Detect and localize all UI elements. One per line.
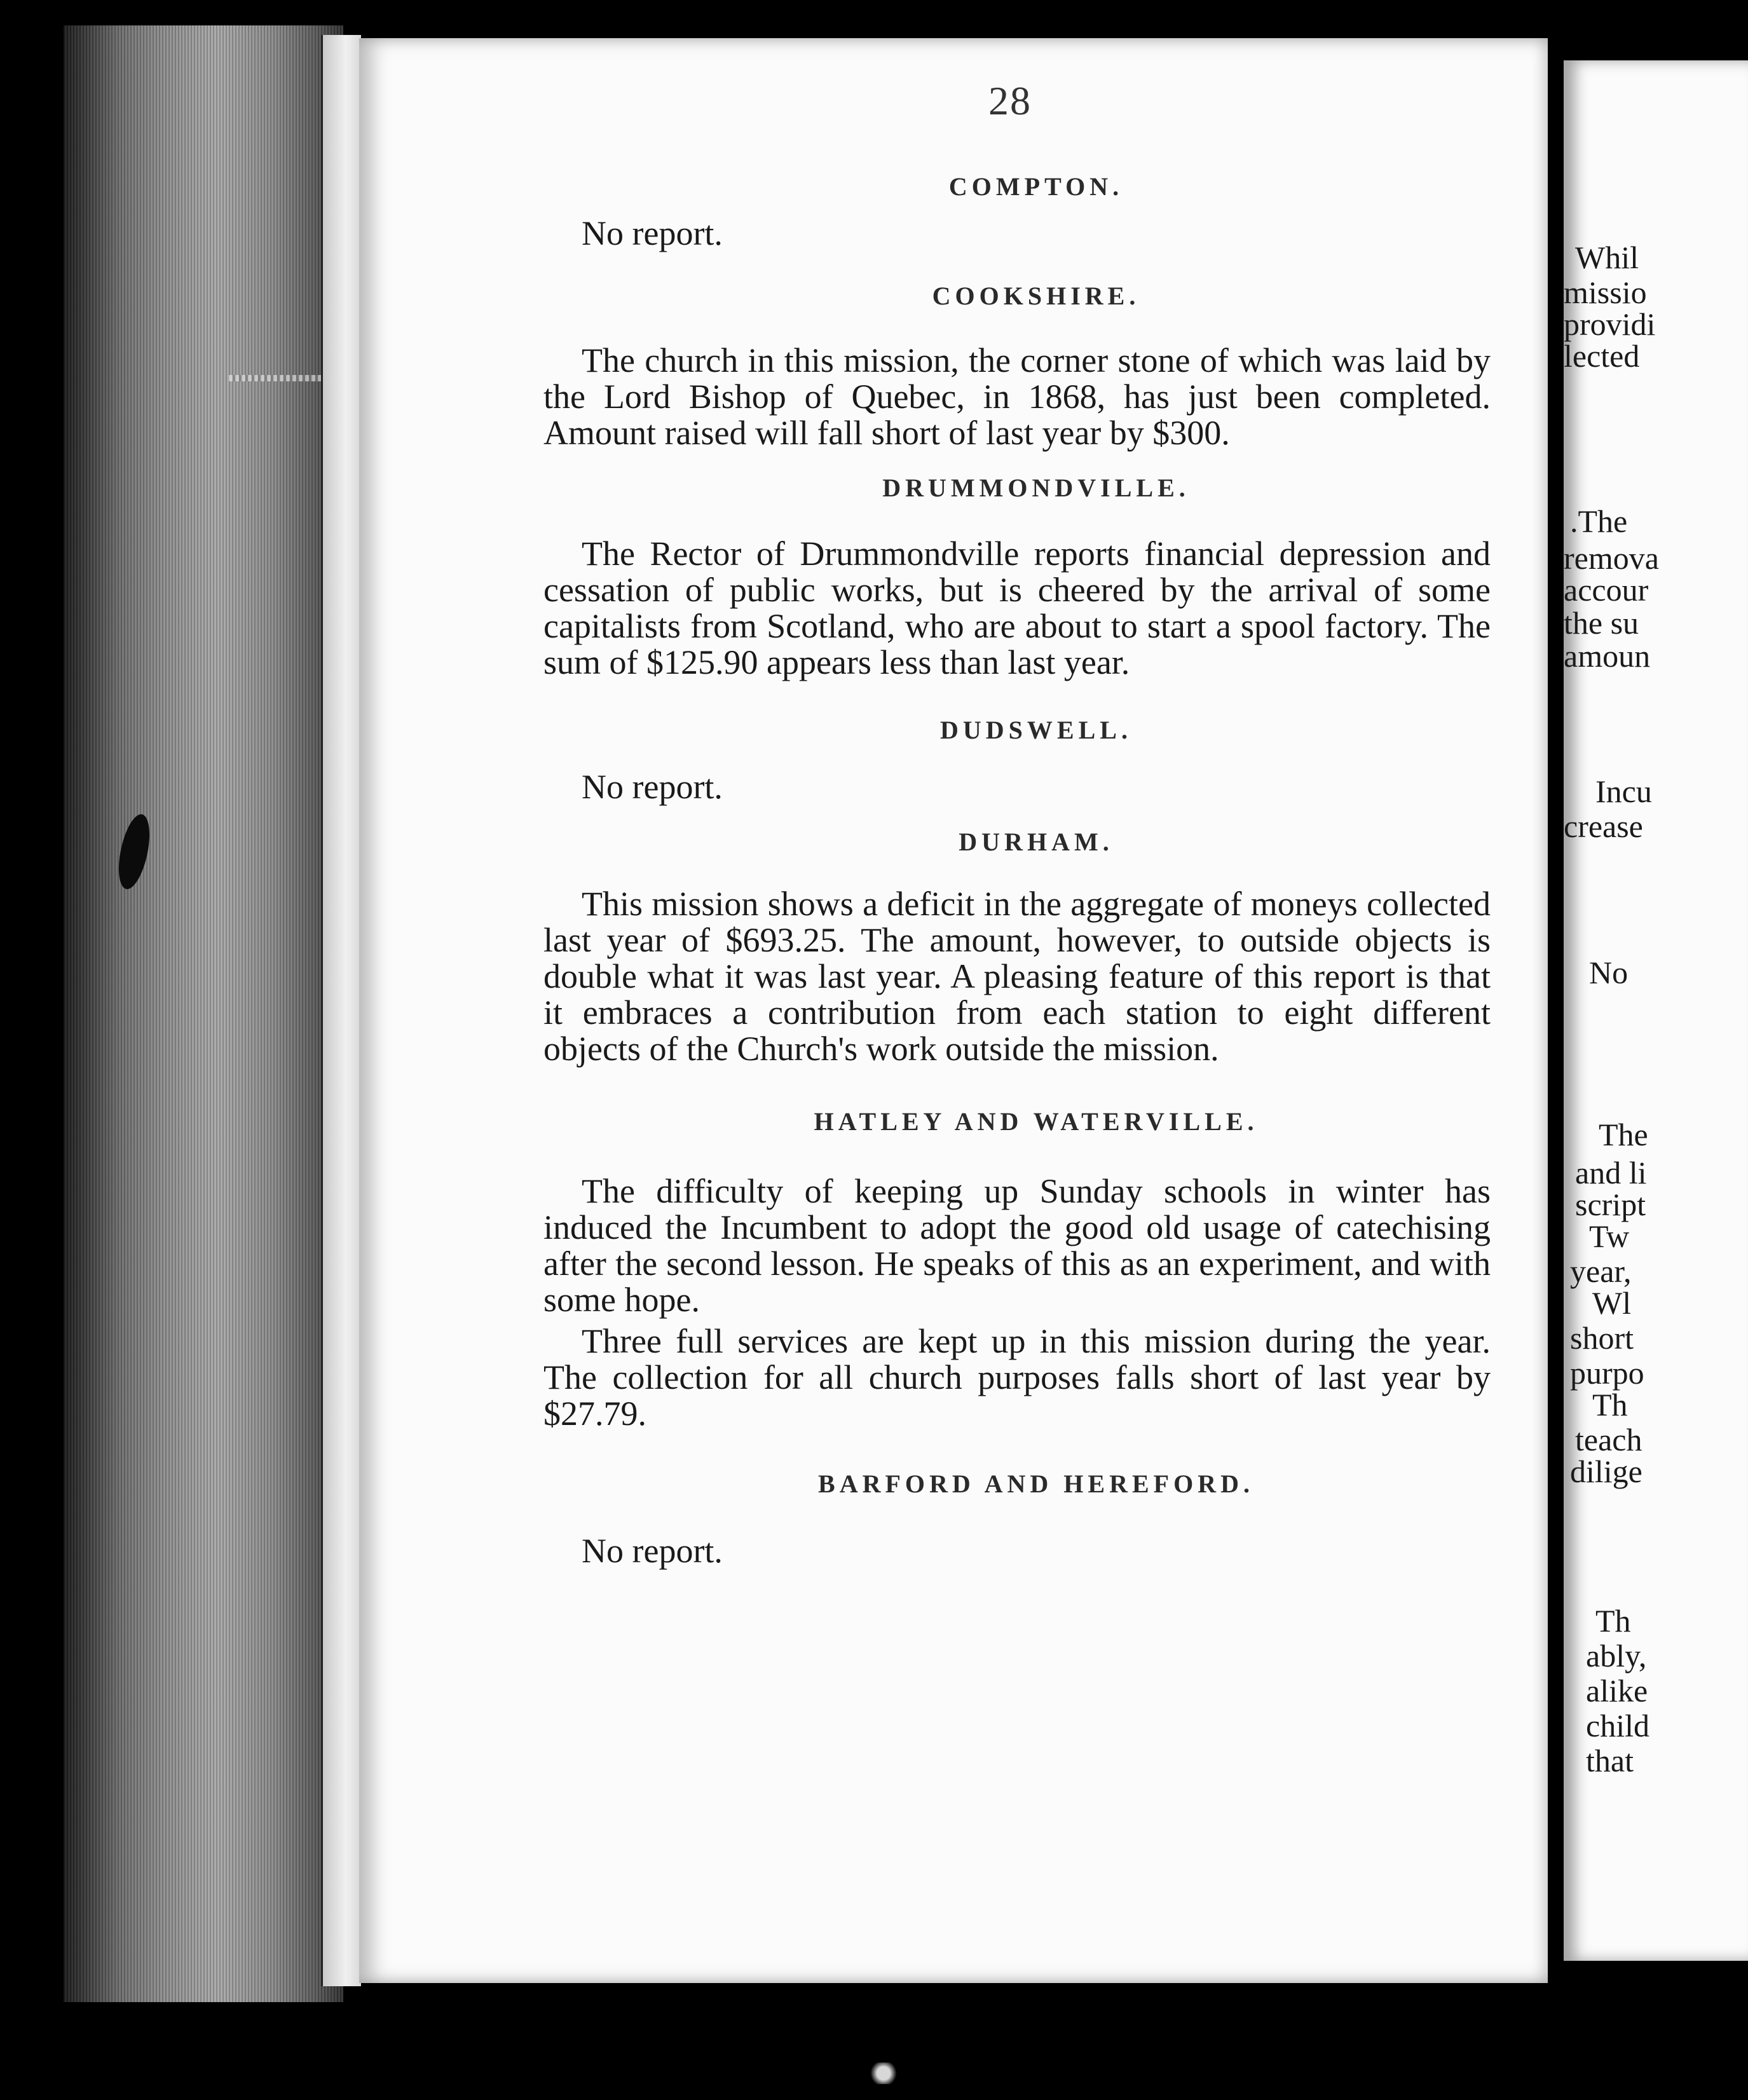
- facing-text-fragment: Wl: [1592, 1285, 1632, 1321]
- facing-text-fragment: accour: [1564, 572, 1649, 608]
- facing-text-fragment: missio: [1564, 275, 1647, 310]
- facing-text-fragment: ably,: [1586, 1638, 1647, 1674]
- section-heading-cookshire: COOKSHIRE.: [932, 282, 1140, 310]
- facing-text-fragment: the su: [1564, 605, 1639, 641]
- facing-text-fragment: and li: [1575, 1155, 1647, 1190]
- facing-text-fragment: that: [1586, 1743, 1634, 1778]
- gutter-mark: [229, 375, 331, 381]
- facing-text-fragment: Incu: [1595, 774, 1652, 809]
- section-heading-compton: COMPTON.: [948, 172, 1124, 201]
- facing-text-fragment: purpo: [1570, 1355, 1644, 1391]
- section-heading-dudswell: DUDSWELL.: [940, 716, 1132, 744]
- facing-text-fragment: amoun: [1564, 638, 1651, 674]
- facing-text-fragment: alike: [1586, 1673, 1648, 1708]
- facing-page: [1564, 60, 1748, 1961]
- facing-text-fragment: crease: [1564, 808, 1643, 844]
- facing-text-fragment: child: [1586, 1708, 1649, 1743]
- section-heading-drummondville: DRUMMONDVILLE.: [882, 474, 1190, 502]
- facing-text-fragment: Th: [1595, 1603, 1631, 1639]
- facing-text-fragment: No: [1589, 955, 1629, 990]
- facing-text-fragment: teach: [1575, 1422, 1642, 1457]
- section-heading-barford-and-hereford: BARFORD AND HEREFORD.: [818, 1469, 1254, 1498]
- scan-smudge: [864, 2062, 903, 2084]
- facing-text-fragment: remova: [1564, 540, 1659, 576]
- no-report-note: No report.: [582, 214, 723, 252]
- book-page-edges: [64, 25, 343, 2002]
- facing-text-fragment: Whil: [1575, 240, 1639, 275]
- no-report-note: No report.: [582, 1532, 723, 1570]
- section-heading-durham: DURHAM.: [959, 828, 1114, 856]
- facing-text-fragment: dilige: [1570, 1454, 1642, 1489]
- facing-text-fragment: providi: [1564, 306, 1656, 342]
- page-block: [321, 35, 361, 1986]
- paragraph-cookshire: The church in this mission, the corner stone of which was laid by the Lord Bishop of Quebec, in 1868, has just been completed. Amount raised will fall short of last year by $300.: [543, 341, 1491, 452]
- section-heading-hatley-and-waterville: HATLEY AND WATERVILLE.: [814, 1107, 1259, 1136]
- paragraph-hatley-services: Three full services are kept up in this mission during the year. The collection for all church purposes falls short of last year by $27.79.: [543, 1322, 1491, 1433]
- paragraph-hatley-sunday-schools: The difficulty of keeping up Sunday schools in winter has induced the Incumbent to adopt the good old usage of catechising after the second lesson. He speaks of this as an experiment, and with some hope.: [543, 1172, 1491, 1319]
- facing-text-fragment: Tw: [1589, 1218, 1630, 1254]
- facing-text-fragment: .The: [1570, 503, 1628, 539]
- paragraph-durham: This mission shows a deficit in the aggregate of moneys collected last year of $693.25. The amount, however, to outside objects is double what it was last year. A pleasing feature of this report is that it embraces a contribution from each station to eight different objects of the Church's work outside the mission.: [543, 885, 1491, 1068]
- paragraph-drummondville: The Rector of Drummondville reports financial depression and cessation of public works, but is cheered by the arrival of some capitalists from Scotland, who are about to start a spool factory. The sum of $125.90 appears less than last year.: [543, 535, 1491, 681]
- facing-text-fragment: year,: [1570, 1253, 1632, 1289]
- facing-text-fragment: lected: [1564, 338, 1640, 374]
- no-report-note: No report.: [582, 768, 723, 806]
- page-text-column: [543, 172, 1491, 1569]
- facing-text-fragment: The: [1599, 1117, 1648, 1152]
- facing-text-fragment: Th: [1592, 1387, 1628, 1422]
- facing-text-fragment: short: [1570, 1320, 1634, 1356]
- facing-text-fragment: script: [1575, 1187, 1646, 1222]
- page-number: 28: [988, 78, 1032, 123]
